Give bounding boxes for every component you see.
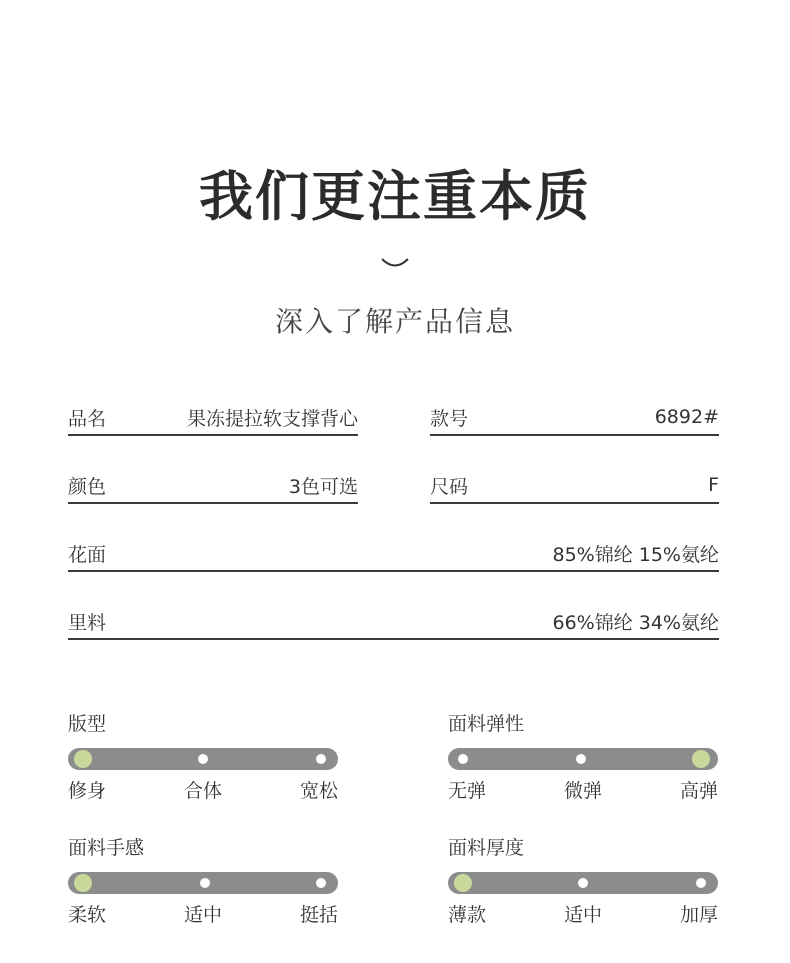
info-label: 款号	[430, 407, 469, 430]
fit-dot-3	[316, 754, 326, 764]
smile-icon	[380, 256, 410, 270]
feel-option-1: 柔软	[68, 904, 107, 926]
thickness-option-3: 加厚	[680, 904, 719, 926]
thickness-dot-3	[696, 878, 706, 888]
feel-label: 面料手感	[68, 837, 145, 859]
info-value: 66%锦纶 34%氨纶	[552, 611, 719, 634]
elasticity-option-3: 高弹	[680, 780, 719, 802]
fit-dot-1	[74, 750, 92, 768]
thickness-option-1: 薄款	[448, 904, 487, 926]
feel-dot-1	[74, 874, 92, 892]
thickness-dot-1	[454, 874, 472, 892]
feel-dot-2	[200, 878, 210, 888]
info-value: 85%锦纶 15%氨纶	[552, 543, 719, 566]
elasticity-dot-1	[458, 754, 468, 764]
elasticity-scale	[448, 748, 718, 770]
info-label: 花面	[68, 543, 107, 566]
fit-option-3: 宽松	[300, 780, 339, 802]
info-value: 6892#	[654, 406, 719, 428]
info-value: 3色可选	[288, 475, 358, 498]
elasticity-label: 面料弹性	[448, 713, 525, 735]
fit-label: 版型	[68, 713, 107, 735]
thickness-option-2: 适中	[564, 904, 603, 926]
feel-dot-3	[316, 878, 326, 888]
info-row-size	[430, 468, 719, 504]
info-label: 品名	[68, 407, 107, 430]
page-title: 我们更注重本质	[199, 165, 591, 228]
info-row-style-no	[430, 400, 719, 436]
feel-scale	[68, 872, 338, 894]
feel-option-3: 挺括	[300, 904, 339, 926]
info-label: 里料	[68, 611, 107, 634]
info-row-color	[68, 468, 358, 504]
thickness-scale	[448, 872, 718, 894]
info-row-name	[68, 400, 358, 436]
fit-option-2: 合体	[184, 780, 223, 802]
info-label: 颜色	[68, 475, 107, 498]
elasticity-option-1: 无弹	[448, 780, 487, 802]
info-row-fabric	[68, 536, 719, 572]
info-label: 尺码	[430, 475, 469, 498]
fit-option-1: 修身	[68, 780, 107, 802]
thickness-label: 面料厚度	[448, 837, 525, 859]
elasticity-dot-2	[576, 754, 586, 764]
info-row-lining	[68, 604, 719, 640]
fit-dot-2	[198, 754, 208, 764]
thickness-dot-2	[578, 878, 588, 888]
info-value: F	[708, 474, 719, 496]
info-value: 果冻提拉软支撑背心	[186, 407, 358, 430]
elasticity-option-2: 微弹	[564, 780, 603, 802]
page-subtitle: 深入了解产品信息	[274, 305, 515, 338]
feel-option-2: 适中	[184, 904, 223, 926]
elasticity-dot-3	[692, 750, 710, 768]
fit-scale	[68, 748, 338, 770]
